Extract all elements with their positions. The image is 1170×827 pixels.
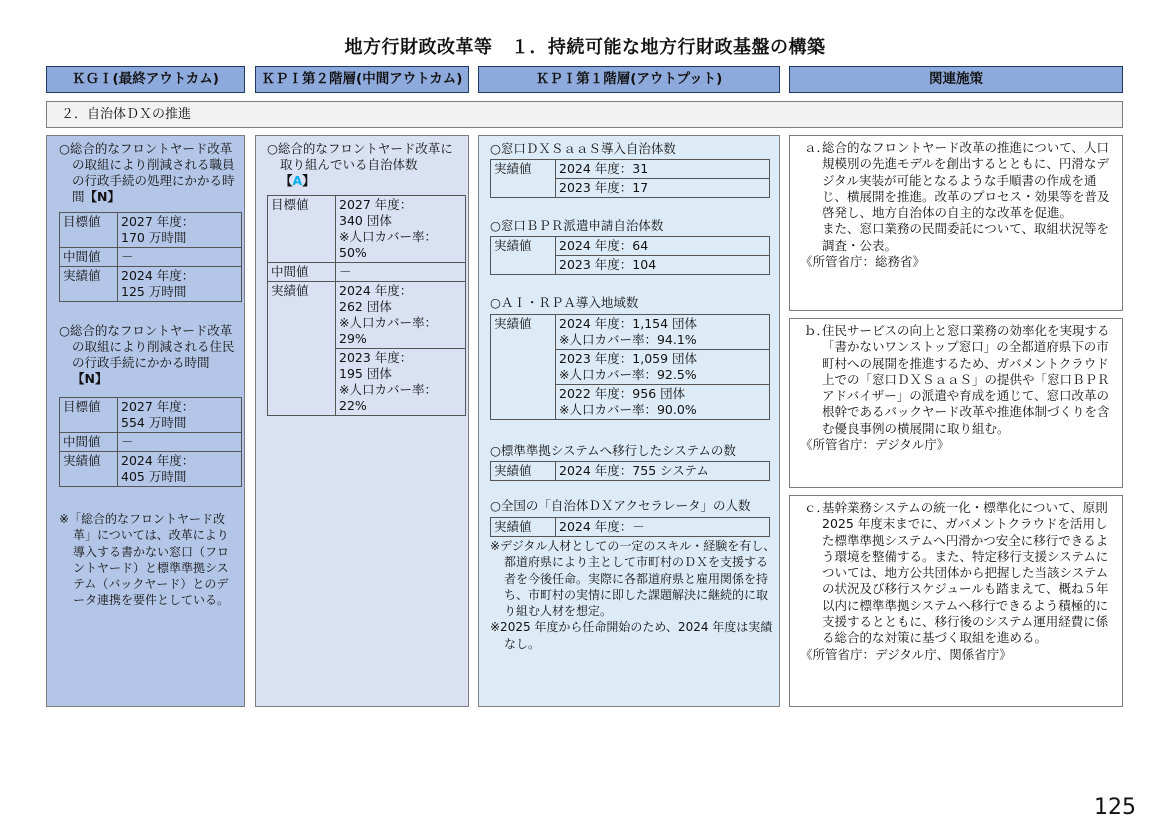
kpi2-item-text: ○総合的なフロントヤード改革に取り組んでいる自治体数: [267, 141, 453, 172]
mid-label: 中間値: [60, 248, 118, 267]
measure-c-ministry: 《所管省庁：デジタル庁、関係省庁》: [800, 646, 1012, 662]
kpi1-item-4-title: ○標準準拠システムへ移行したシステムの数: [490, 443, 736, 458]
kgi-column: [46, 135, 245, 707]
header-kpi1: ＫＰＩ第１階層(アウトプット): [478, 66, 780, 93]
value-2024: 2024 年度：31: [556, 160, 770, 179]
value-2024: 2024 年度：－: [556, 518, 770, 537]
kpi1-item-5-title: ○全国の「自治体ＤＸアクセラレータ」の人数: [490, 498, 751, 513]
kgi-item-2: [59, 323, 239, 387]
actual-label: 実績値: [491, 237, 556, 275]
measure-a-text: 総合的なフロントヤード改革の推進について、人口規模別の先進モデルを創出するとともに、円滑なデジタル実装が可能となるような手順書の作成を通じ、横展開を推進。改革のプロセス・効果等を普及啓発し、地方自治体の自主的な改革を促進。: [822, 140, 1110, 221]
kpi1-item-3-title: ○ＡＩ・ＲＰＡ導入地域数: [490, 295, 639, 310]
header-kpi2: ＫＰＩ第２階層(中間アウトカム): [255, 66, 469, 93]
measure-b-letter: ｂ．: [804, 323, 830, 338]
kpi1-note-2: ※2025 年度から任命開始のため、2024 年度は実績なし。: [490, 620, 773, 651]
page-number: 125: [1094, 795, 1136, 820]
mid-label: 中間値: [60, 433, 118, 452]
kpi1-item-1-title: ○窓口ＤＸＳａａＳ導入自治体数: [490, 141, 676, 156]
mid-value: －: [118, 248, 242, 267]
value-2023: 2023 年度：104: [556, 256, 770, 275]
value-2023: 2023 年度：17: [556, 179, 770, 198]
kgi-item-2-table: [59, 397, 242, 487]
kpi1-item-2-title: ○窓口ＢＰＲ派遣申請自治体数: [490, 218, 664, 233]
kpi2-column: [255, 135, 469, 707]
target-label: 目標値: [60, 213, 118, 248]
actual-value: 2024 年度： 405 万時間: [118, 452, 242, 487]
kpi2-tag-letter: A: [292, 173, 303, 188]
measure-c-letter: ｃ．: [804, 500, 830, 515]
page-title: 地方行財政改革等 １．持続可能な地方行財政基盤の構築: [344, 37, 826, 58]
kpi1-item-5-table: [490, 517, 770, 537]
actual-value-2024: 2024 年度： 262 団体 ※人口カバー率： 29%: [336, 282, 466, 349]
kpi1-item-4-table: [490, 461, 770, 481]
measure-a: [789, 135, 1123, 311]
actual-value: 2024 年度： 125 万時間: [118, 267, 242, 302]
kpi2-item: [267, 141, 463, 189]
measure-a-text-2: また、窓口業務の民間委託について、取組状況等を調査・公表。: [822, 221, 1110, 253]
target-label: 目標値: [268, 196, 336, 263]
kpi1-item-2-table: [490, 236, 770, 275]
mid-value: －: [118, 433, 242, 452]
measure-c-text: 基幹業務システムの統一化・標準化について、原則 2025 年度末までに、ガバメントクラウドを活用した標準準拠システムへ円滑かつ安全に移行できるよう環境を整備する。また、特定移行支援システムについては、地方公共団体から把握した当該システムの状況及び移行スケジュールも踏まえて、概ね５年以内に標準準拠システムへ移行できるよう積極的に支援するとともに、移行後のシステム運用経費に係る総合的な対策に基づく取組を進める。: [822, 500, 1109, 646]
kpi1-item-1-table: [490, 159, 770, 198]
actual-label: 実績値: [491, 518, 556, 537]
value-2024: 2024 年度：755 システム: [556, 462, 770, 481]
actual-label: 実績値: [491, 462, 556, 481]
measure-b: [789, 318, 1123, 488]
kpi1-item-3-table: [490, 314, 770, 420]
header-measures: 関連施策: [789, 66, 1123, 93]
kpi1-note-1: ※デジタル人材としての一定のスキル・経験を有し、都道府県により主として市町村のＤＸを支援する者を今後任命。実際に各都道府県と雇用関係を持ち、市町村の実情に即した課題解決に継続的に取り組む人材を想定。: [490, 539, 776, 619]
target-value: 2027 年度： 554 万時間: [118, 398, 242, 433]
kpi1-notes: [490, 538, 776, 652]
actual-label: 実績値: [268, 282, 336, 416]
actual-label: 実績値: [60, 452, 118, 487]
kgi-item-2-text: ○総合的なフロントヤード改革の取組により削減される住民の行政手続にかかる時間: [59, 323, 235, 370]
actual-label: 実績値: [491, 160, 556, 198]
value-2024: 2024 年度：64: [556, 237, 770, 256]
header-kgi: ＫＧＩ(最終アウトカム): [46, 66, 245, 93]
target-value: 2027 年度： 170 万時間: [118, 213, 242, 248]
measure-c: [789, 495, 1123, 707]
target-label: 目標値: [60, 398, 118, 433]
actual-label: 実績値: [491, 315, 556, 420]
kpi2-tag-close: 】: [302, 173, 315, 188]
value-2023: 2023 年度：1,059 団体 ※人口カバー率：92.5%: [556, 350, 770, 385]
mid-label: 中間値: [268, 263, 336, 282]
kpi1-column: [478, 135, 780, 707]
kgi-item-2-tag: 【N】: [72, 371, 108, 386]
target-value: 2027 年度： 340 団体 ※人口カバー率： 50%: [336, 196, 466, 263]
value-2024: 2024 年度：1,154 団体 ※人口カバー率：94.1%: [556, 315, 770, 350]
kgi-item-1: [59, 141, 239, 205]
kgi-item-1-table: [59, 212, 242, 302]
kpi2-tag-open: 【: [280, 173, 293, 188]
kpi2-table: [267, 195, 466, 416]
actual-label: 実績値: [60, 267, 118, 302]
kgi-note: [59, 511, 239, 609]
mid-value: －: [336, 263, 466, 282]
kgi-item-1-text: ○総合的なフロントヤード改革の取組により削減される職員の行政手続の処理にかかる時間: [59, 141, 235, 204]
actual-value-2023: 2023 年度： 195 団体 ※人口カバー率： 22%: [336, 349, 466, 416]
value-2022: 2022 年度：956 団体 ※人口カバー率：90.0%: [556, 385, 770, 420]
measure-b-ministry: 《所管省庁：デジタル庁》: [800, 437, 950, 453]
kgi-item-1-tag: 【N】: [84, 189, 120, 204]
kgi-note-text: ※「総合的なフロントヤード改革」については、改革により導入する書かない窓口（フロントヤード）と標準準拠システム（バックヤード）とのデータ連携を要件としている。: [59, 512, 230, 608]
measure-a-letter: ａ．: [804, 140, 830, 155]
measure-b-text: 住民サービスの向上と窓口業務の効率化を実現する「書かないワンストップ窓口」の全都道府県下の市町村への展開を推進するため、ガバメントクラウド上での「窓口ＤＸＳａａＳ」の提供や「窓口ＢＰＲアドバイザー」の派遣や育成を通じて、窓口改革の根幹であるバックヤード改革や推進体制づくりを含む優良事例の横展開に取り組む。: [822, 323, 1110, 436]
section-title: ２．自治体ＤＸの推進: [46, 101, 1123, 128]
measure-a-ministry: 《所管省庁：総務省》: [800, 254, 926, 270]
